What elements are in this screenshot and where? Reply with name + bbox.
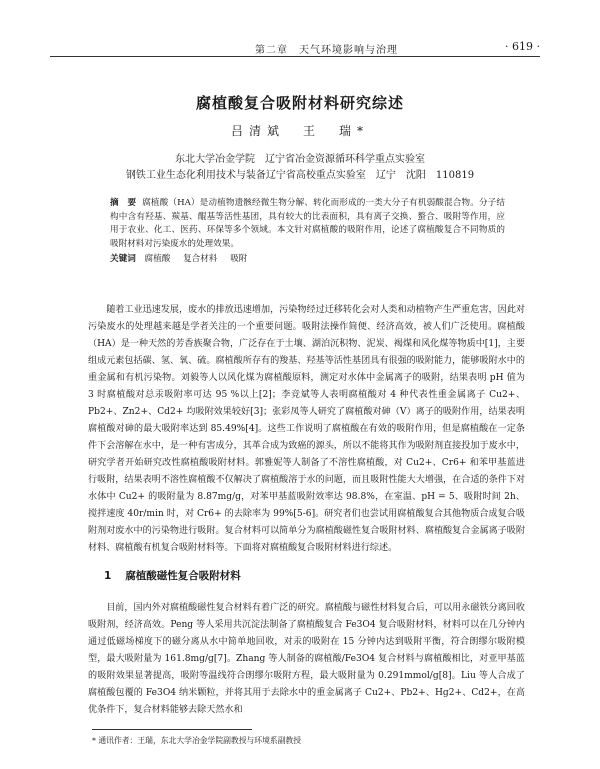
section-number: 1 [104, 570, 112, 582]
paper-title: 腐植酸复合吸附材料研究综述 [195, 94, 404, 112]
intro-paragraph: 随着工业迅速发展，废水的排放迅速增加，污染物经过迁移转化会对人类和动植物产生严重危害，因此对污染废水的处理越来越是学者关注的一个重要问题。吸附法操作简便、经济高效，被人们广泛使用。腐植酸（HA）是一种天然的芳香族聚合物，广泛存在于土壤、湖泊沉积物、泥炭、褐煤和风化煤等物质中[1]，主要组成元素包括碳、氢、氧、硫。腐植酸所存有的羧基、羟基等活性基团具有很强的吸附能力，能够吸附水中的重金属和有机污染物。刘毅等人以风化煤为腐植酸原料，测定对水体中金属离子的吸附，结果表明 pH 值为 3 时腐植酸对总汞吸附率可达 95 %以上[2]；李竞斌等人表明腐植酸对 4 种代表性重金属离子 Cu2+、Pb2+、Zn2+、Cd2+ 均吸附效果较好[3]；张彩凤等人研究了腐植酸对砷（V）离子的吸附作用，结果表明腐植酸对砷的最大吸附率达到 85.49%[4]。这些工作说明了腐植酸在有效的吸附作用，但是腐植酸在一定条件下会溶解在水中，是一种有害成分，其革合成为致癌的源头，所以不能将其作为吸附剂直接投加于废水中，研究学者开始研究改性腐植酸吸附材料。郭雅妮等人制备了不溶性腐植酸，对 Cu2+、Cr6+ 和苯甲基蓝进行吸附，结果表明不溶性腐植酸不仅解决了腐植酸溶于水的问题，而且吸附性能大大增强，在合适的条件下对水体中 Cu2+ 的吸附量为 8.87mg/g，对苯甲基蓝吸附效率达 98.8%，在室温、pH = 5、吸附时间 2h、搅拌速度 40r/min 时，对 Cr6+ 的去除率为 99%[5-6]。研究者们也尝试用腐植酸复合其他物质合成复合吸附剂对废水中的污染物进行吸附。复合材料可以简单分为腐植酸磁性复合吸附材料、腐植酸复合金属离子吸附材料、腐植酸有机复合吸附材料等。下面将对腐植酸复合吸附材料进行综述。 [88, 305, 525, 553]
keyword: 复合材料 [183, 254, 218, 265]
chapter-title: 第二章 天气环境影响与治理 [255, 45, 398, 56]
footnote-divider [92, 729, 252, 730]
section-title-text: 腐植酸磁性复合吸附材料 [125, 570, 241, 582]
authors: 吕清斌 王 瑞* [230, 124, 369, 138]
affiliation-1: 东北大学冶金学院 辽宁省冶金资源循环科学重点实验室 [175, 154, 425, 165]
page-number: · 619 · [505, 40, 540, 53]
abstract-label: 摘 要 [110, 198, 137, 208]
abstract-text: 腐植酸（HA）是动植物遗骸经微生物分解、转化而形成的一类大分子有机弱酸混合物。分子结构中含有羟基、羰基、醌基等活性基团，具有较大的比表面积，具有离子交换、螯合、吸附等作用，应用于农业、化工、医药、环保等多个领域。本文针对腐植酸的吸附作用，论述了腐植酸复合不同物质的吸附材料对污染废水的处理效果。 [110, 198, 505, 249]
running-header [50, 38, 540, 57]
keyword: 腐植酸 [144, 254, 171, 265]
section-heading [104, 568, 241, 583]
keywords-label: 关键词 [110, 254, 136, 265]
section-paragraph: 目前，国内外对腐植酸磁性复合材料有着广泛的研究。腐植酸与磁性材料复合后，可以用永磁铁分离回收吸附剂，经济高效。Peng 等人采用共沉淀法制备了腐植酸复合 Fe3O4 复合吸附材料，材料可以在几分钟内通过低磁场梯度下的磁分离从水中简单地回收，对汞的吸附在 15 分钟内达到吸附平衡，符合朗缪尔吸附模型，最大吸附量为 161.8mg/g[7]。Zhang 等人制备的腐植酸/Fe3O4 复合材料与腐植酸相比，对亚甲基蓝的吸附效果显著提高，吸附等温线符合朗缪尔吸附方程，最大吸附量为 0.291mmol/g[8]。Liu 等人合成了腐植酸包覆的 Fe3O4 纳米颗粒，并将其用于去除水中的重金属离子 Cu2+、Pb2+、Hg2+、Cd2+，在高优条件下，复合材料能够去除天然水和 [88, 603, 525, 715]
keyword: 吸附 [230, 254, 248, 265]
section-1-body [88, 600, 525, 719]
keywords [110, 253, 505, 267]
affiliation-2: 钢铁工业生态化利用技术与装备辽宁省高校重点实验室 辽宁 沈阳 110819 [125, 170, 475, 181]
footnote: * 通讯作者：王瑞，东北大学冶金学院副教授与环境系副教授 [92, 736, 302, 745]
abstract [110, 197, 505, 267]
introduction [88, 302, 525, 557]
